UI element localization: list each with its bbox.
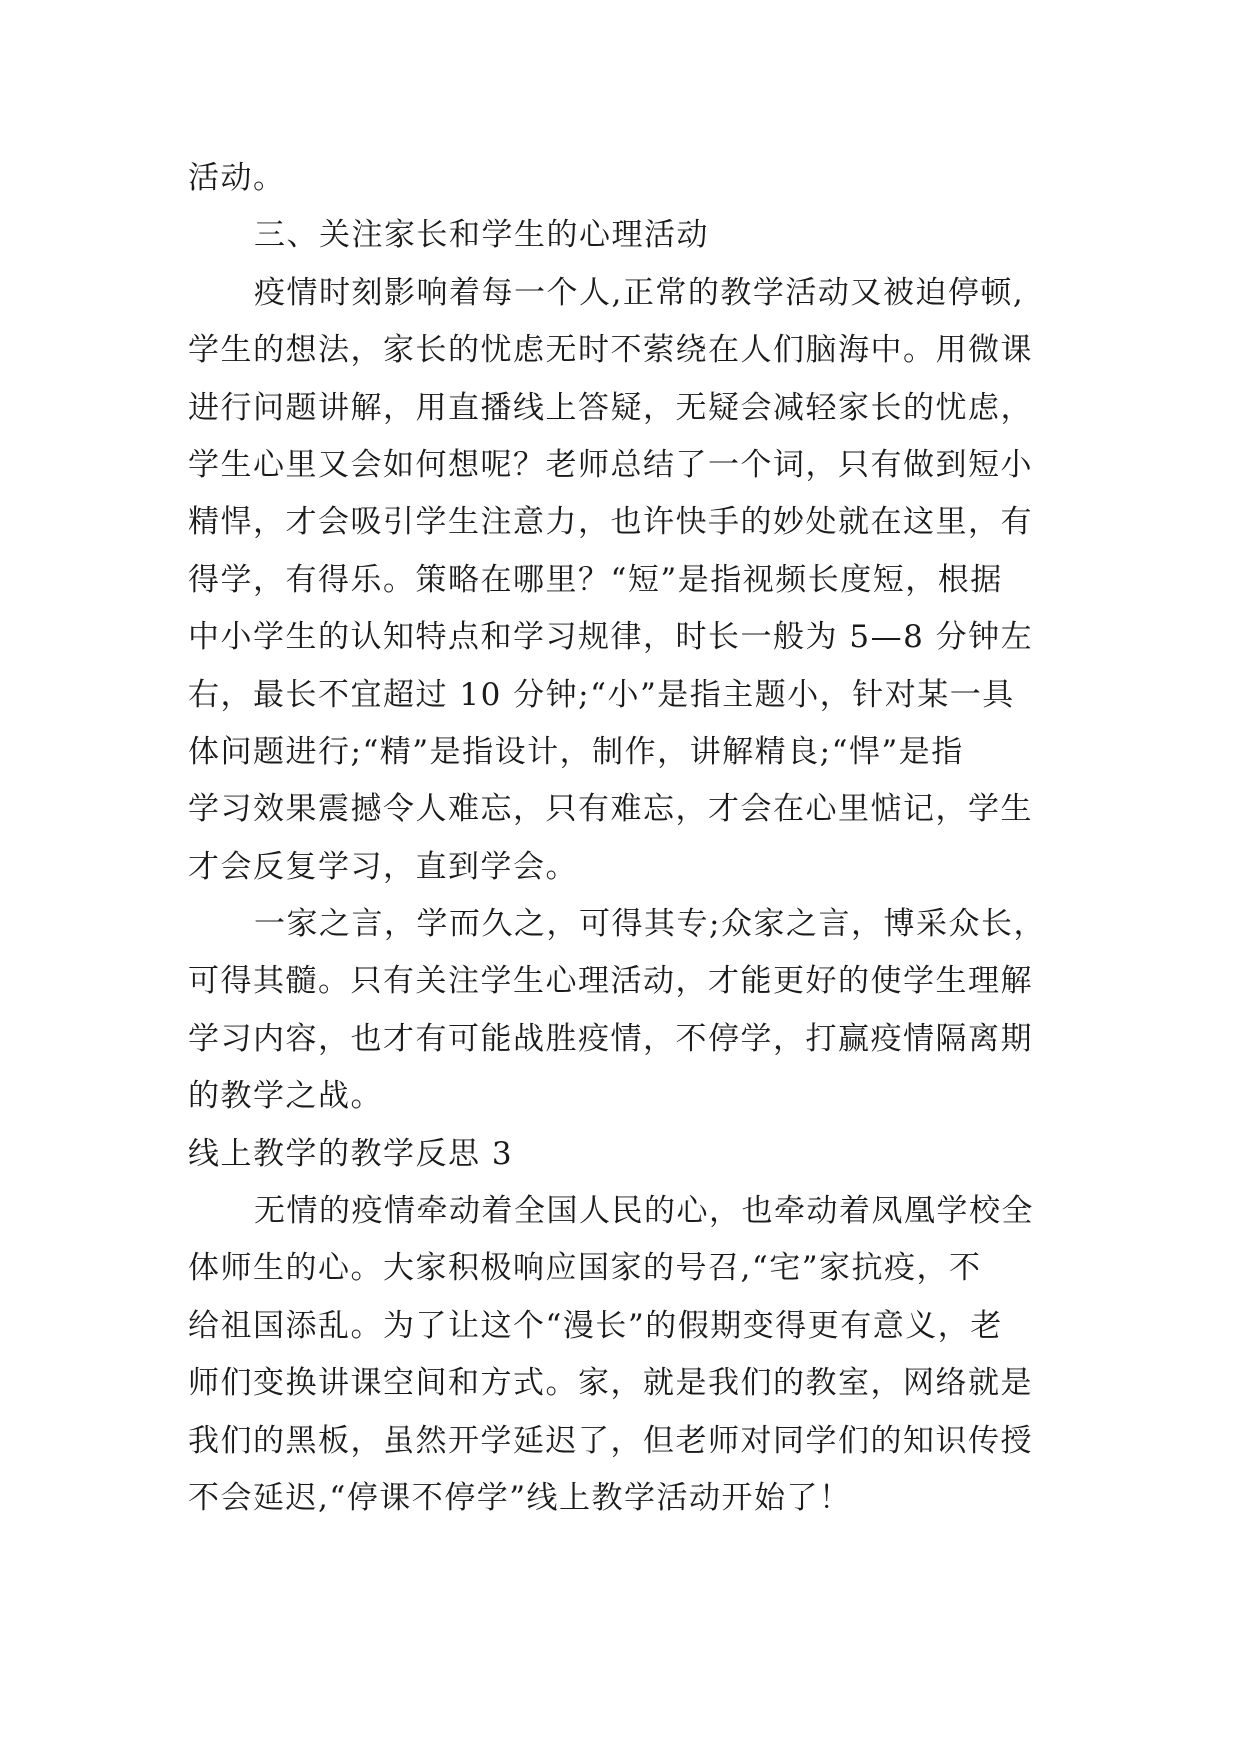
text-line: 得学，有得乐。策略在哪里？“短”是指视频长度短，根据	[188, 561, 1003, 598]
text-line: 体问题进行;“精”是指设计，制作，讲解精良;“悍”是指	[188, 733, 964, 770]
text-line: 我们的黑板，虽然开学延迟了，但老师对同学们的知识传授	[188, 1422, 1033, 1459]
text-line: 师们变换讲课空间和方式。家，就是我们的教室，网络就是	[188, 1365, 1033, 1402]
text-line: 学生的想法，家长的忧虑无时不萦绕在人们脑海中。用微课	[188, 332, 1033, 369]
text-line: 不会延迟,“停课不停学”线上教学活动开始了！	[188, 1479, 852, 1516]
text-line: 进行问题讲解，用直播线上答疑，无疑会减轻家长的忧虑，	[188, 389, 1033, 426]
section-heading: 三、关注家长和学生的心理活动	[254, 217, 709, 254]
text-line: 的教学之战。	[188, 1078, 383, 1115]
text-line: 活动。	[188, 160, 286, 196]
text-line: 体师生的心。大家积极响应国家的号召,“宅”家抗疫，不	[188, 1250, 982, 1287]
text-line: 无情的疫情牵动着全国人民的心，也牵动着凤凰学校全	[254, 1193, 1034, 1230]
text-line: 可得其髓。只有关注学生心理活动，才能更好的使学生理解	[188, 963, 1033, 1000]
article-title: 线上教学的教学反思 3	[188, 1135, 514, 1172]
text-line: 才会反复学习，直到学会。	[188, 848, 578, 885]
text-line: 学习内容，也才有可能战胜疫情，不停学，打赢疫情隔离期	[188, 1020, 1033, 1057]
document-body	[188, 150, 1058, 1527]
text-line: 学生心里又会如何想呢？老师总结了一个词，只有做到短小	[188, 446, 1033, 483]
text-line: 精悍，才会吸引学生注意力，也许快手的妙处就在这里，有	[188, 504, 1033, 541]
text-line: 一家之言，学而久之，可得其专;众家之言，博采众长，	[254, 906, 1046, 943]
text-line: 给祖国添乱。为了让这个“漫长”的假期变得更有意义，老	[188, 1307, 1003, 1344]
text-line: 疫情时刻影响着每一个人,正常的教学活动又被迫停顿,	[254, 274, 1025, 311]
text-line: 中小学生的认知特点和学习规律，时长一般为 5—8 分钟左	[188, 619, 1034, 656]
text-line: 右，最长不宜超过 10 分钟;“小”是指主题小，针对某一具	[188, 676, 1015, 713]
text-line: 学习效果震撼令人难忘，只有难忘，才会在心里惦记，学生	[188, 791, 1033, 828]
